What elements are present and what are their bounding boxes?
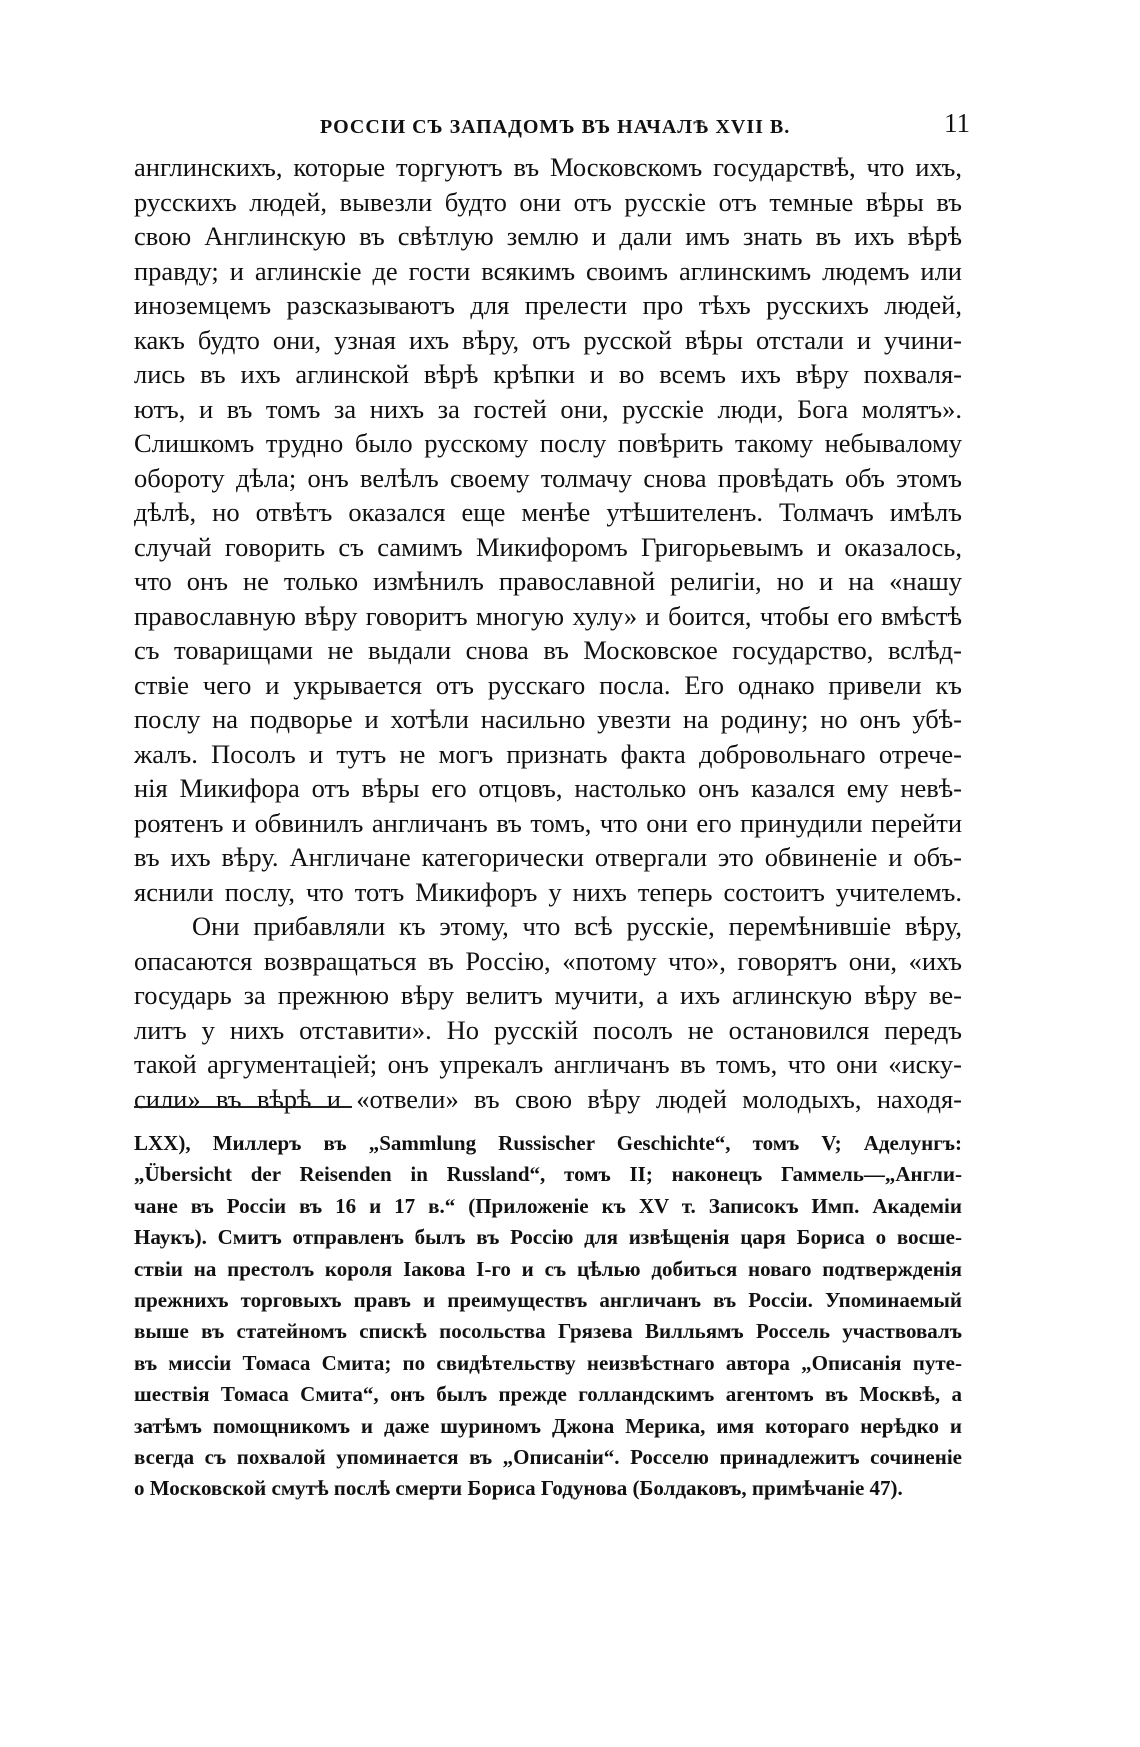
text-line: послу на подворье и хотѣли насильно увезти на родину; но онъ убѣ-	[134, 704, 962, 734]
text-line: обороту дѣла; онъ велѣлъ своему толмачу снова провѣдать объ этомъ	[134, 462, 962, 493]
footnote-line: выше въ статейномъ спискѣ посольства Грязева Вилльямъ Россель участвовалъ	[134, 1319, 962, 1344]
text-line: какъ будто они, узная ихъ вѣру, отъ русской вѣры отстали и учини-	[134, 324, 962, 355]
text-line: лись въ ихъ аглинской вѣрѣ крѣпки и во всемъ ихъ вѣру похваля-	[134, 359, 962, 389]
footnote-line: всегда съ похвалой упоминается въ „Описаніи“. Росселю принадлежитъ сочиненіе	[134, 1444, 962, 1469]
page-number: 11	[944, 108, 970, 138]
footnote-line: ствіи на престолъ короля Іакова I-го и съ цѣлью добиться новаго подтвержденія	[134, 1256, 962, 1281]
paragraph-start-line: Они прибавляли къ этому, что всѣ русскіе, перемѣнившіе вѣру,	[192, 911, 962, 941]
footnote-line: въ миссіи Томаса Смита; по свидѣтельству неизвѣстнаго автора „Описанія путе-	[134, 1350, 962, 1375]
text-line: въ ихъ вѣру. Англичане категорически отвергали это обвиненіе и объ-	[134, 842, 962, 872]
text-line: съ товарищами не выдали снова въ Московское государство, вслѣд-	[134, 635, 962, 665]
footnote-line: затѣмъ помощникомъ и даже шуриномъ Джона Мерика, имя котораго нерѣдко и	[134, 1413, 962, 1438]
footnote-line: прежнихъ торговыхъ правъ и преимуществъ англичанъ въ Россіи. Упоминаемый	[134, 1287, 962, 1312]
text-line: яснили послу, что тотъ Микифоръ у нихъ теперь состоитъ учителемъ.	[134, 876, 962, 907]
text-line: случай говорить съ самимъ Микифоромъ Григорьевымъ и оказалось,	[134, 531, 962, 562]
text-line: роятенъ и обвинилъ англичанъ въ томъ, что они его принудили перейти	[134, 807, 962, 838]
text-line: ютъ, и въ томъ за нихъ за гостей они, русскіе люди, Бога молятъ».	[134, 393, 962, 424]
footnote-divider	[134, 1106, 352, 1108]
footnote-line: чане въ Россіи въ 16 и 17 в.“ (Приложеніе къ XV т. Записокъ Имп. Академіи	[134, 1193, 962, 1218]
text-line: такой аргументаціей; онъ упрекалъ англичанъ въ томъ, что они «иску-	[134, 1049, 962, 1079]
body-text	[134, 150, 962, 1116]
text-line: государь за прежнюю вѣру велитъ мучити, а ихъ аглинскую вѣру ве-	[134, 980, 962, 1010]
text-line: что онъ не только измѣнилъ православной религіи, но и на «нашу	[134, 566, 962, 596]
text-line: ствіе чего и укрывается отъ русскаго посла. Его однако привели къ	[134, 669, 962, 700]
text-line: иноземцемъ разсказываютъ для прелести про тѣхъ русскихъ людей,	[134, 290, 962, 320]
text-line: Слишкомъ трудно было русскому послу повѣрить такому небывалому	[134, 428, 962, 458]
text-line: дѣлѣ, но отвѣтъ оказался еще менѣе утѣшителенъ. Толмачъ имѣлъ	[134, 497, 962, 527]
text-line: нія Микифора отъ вѣры его отцовъ, настолько онъ казался ему невѣ-	[134, 773, 962, 803]
running-title: РОССІИ СЪ ЗАПАДОМЪ ВЪ НАЧАЛѢ XVII В.	[320, 116, 791, 138]
footnote-line: „Übersicht der Reisenden in Russland“, томъ II; наконецъ Гаммель—„Англи-	[134, 1162, 962, 1187]
running-head	[140, 108, 970, 148]
text-line: русскихъ людей, вывезли будто они отъ русскіе отъ темные вѣры въ	[134, 186, 962, 217]
text-line: литъ у нихъ отставити». Но русскій посолъ не остановился передъ	[134, 1014, 962, 1045]
text-line: опасаются возвращаться въ Россію, «потому что», говорятъ они, «ихъ	[134, 945, 962, 976]
text-line: свою Англинскую въ свѣтлую землю и дали имъ знать въ ихъ вѣрѣ	[134, 221, 962, 251]
text-line: англинскихъ, которые торгуютъ въ Московскомъ государствѣ, что ихъ,	[134, 152, 962, 182]
text-line: православную вѣру говоритъ многую хулу» и боится, чтобы его вмѣстѣ	[134, 600, 962, 631]
footnote-line: LXX), Миллеръ въ „Sammlung Russischer Geschichte“, томъ V; Аделунгъ:	[134, 1131, 962, 1155]
footnote-line: шествія Томаса Смита“, онъ былъ прежде голландскимъ агентомъ въ Москвѣ, а	[134, 1382, 962, 1407]
text-line: жалъ. Посолъ и тутъ не могъ признать факта добровольнаго отрече-	[134, 738, 962, 769]
text-line: сили» въ вѣрѣ и «отвели» въ свою вѣру людей молодыхъ, находя-	[134, 1083, 962, 1114]
footnote-line: о Московской смутѣ послѣ смерти Бориса Годунова (Болдаковъ, примѣчаніе 47).	[134, 1476, 903, 1501]
footnotes	[134, 1128, 962, 1505]
text-line: правду; и аглинскіе де гости всякимъ своимъ аглинскимъ людемъ или	[134, 255, 962, 286]
footnote-line: Наукъ). Смитъ отправленъ былъ въ Россію для извѣщенія царя Бориса о восше-	[134, 1225, 962, 1250]
